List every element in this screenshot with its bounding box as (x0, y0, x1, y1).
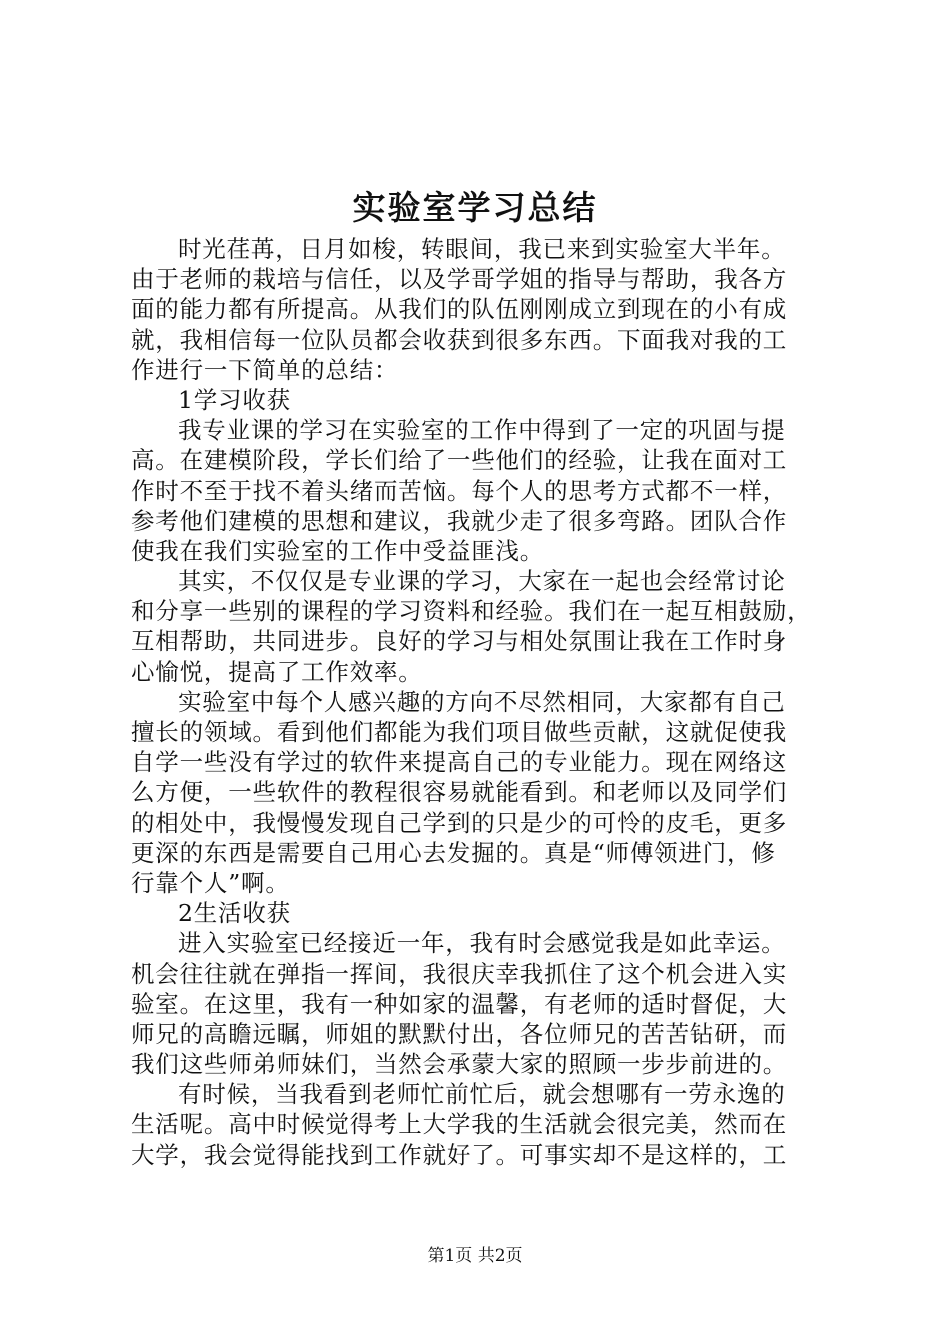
text-line: 自学一些没有学过的软件来提高自己的专业能力。现在网络这 (131, 748, 788, 777)
text-line: 机会往往就在弹指一挥间，我很庆幸我抓住了这个机会进入实 (131, 959, 788, 988)
text-line: 参考他们建模的思想和建议，我就少走了很多弯路。团队合作 (131, 506, 788, 535)
text-line: 心愉悦，提高了工作效率。 (131, 657, 423, 686)
text-line: 1学习收获 (178, 385, 291, 414)
text-line: 的相处中，我慢慢发现自己学到的只是少的可怜的皮毛，更多 (131, 808, 788, 837)
text-line: 我们这些师弟师妹们，当然会承蒙大家的照顾一步步前进的。 (131, 1050, 788, 1079)
text-line: 面的能力都有所提高。从我们的队伍刚刚成立到现在的小有成 (131, 295, 788, 324)
page-title: 实验室学习总结 (352, 188, 598, 227)
text-line: 验室。在这里，我有一种如家的温馨，有老师的适时督促，大 (131, 989, 788, 1018)
text-line: 和分享一些别的课程的学习资料和经验。我们在一起互相鼓励， (131, 597, 812, 626)
text-line: 就，我相信每一位队员都会收获到很多东西。下面我对我的工 (131, 325, 788, 354)
text-line: 进入实验室已经接近一年，我有时会感觉我是如此幸运。 (178, 929, 786, 958)
text-line: 实验室中每个人感兴趣的方向不尽然相同，大家都有自己 (178, 687, 786, 716)
text-line: 2生活收获 (178, 899, 291, 928)
text-line: 使我在我们实验室的工作中受益匪浅。 (131, 536, 545, 565)
text-line: 作进行一下简单的总结： (131, 355, 399, 384)
text-line: 更深的东西是需要自己用心去发掘的。真是“师傅领进门，修 (131, 838, 776, 867)
text-line: 我专业课的学习在实验室的工作中得到了一定的巩固与提 (178, 416, 786, 445)
page-footer: 第1页 共2页 (427, 1246, 523, 1266)
text-line: 互相帮助，共同进步。良好的学习与相处氛围让我在工作时身 (131, 627, 788, 656)
text-line: 行靠个人”啊。 (131, 868, 290, 897)
text-line: 么方便，一些软件的教程很容易就能看到。和老师以及同学们 (131, 778, 788, 807)
text-line: 大学，我会觉得能找到工作就好了。可事实却不是这样的，工 (131, 1140, 788, 1169)
text-line: 由于老师的栽培与信任，以及学哥学姐的指导与帮助，我各方 (131, 265, 788, 294)
document-body (131, 234, 831, 1170)
text-line: 擅长的领域。看到他们都能为我们项目做些贡献，这就促使我 (131, 718, 788, 746)
text-line: 生活呢。高中时候觉得考上大学我的生活就会很完美，然而在 (131, 1110, 788, 1139)
text-line: 高。在建模阶段，学长们给了一些他们的经验，让我在面对工 (131, 446, 788, 475)
text-line: 时光荏苒，日月如梭，转眼间，我已来到实验室大半年。 (178, 235, 786, 263)
text-line: 其实，不仅仅是专业课的学习，大家在一起也会经常讨论 (178, 567, 786, 596)
text-line: 作时不至于找不着头绪而苦恼。每个人的思考方式都不一样， (131, 476, 788, 505)
text-line: 有时候，当我看到老师忙前忙后，就会想哪有一劳永逸的 (178, 1080, 786, 1109)
text-line: 师兄的高瞻远瞩，师姐的默默付出，各位师兄的苦苦钻研，而 (131, 1019, 788, 1048)
